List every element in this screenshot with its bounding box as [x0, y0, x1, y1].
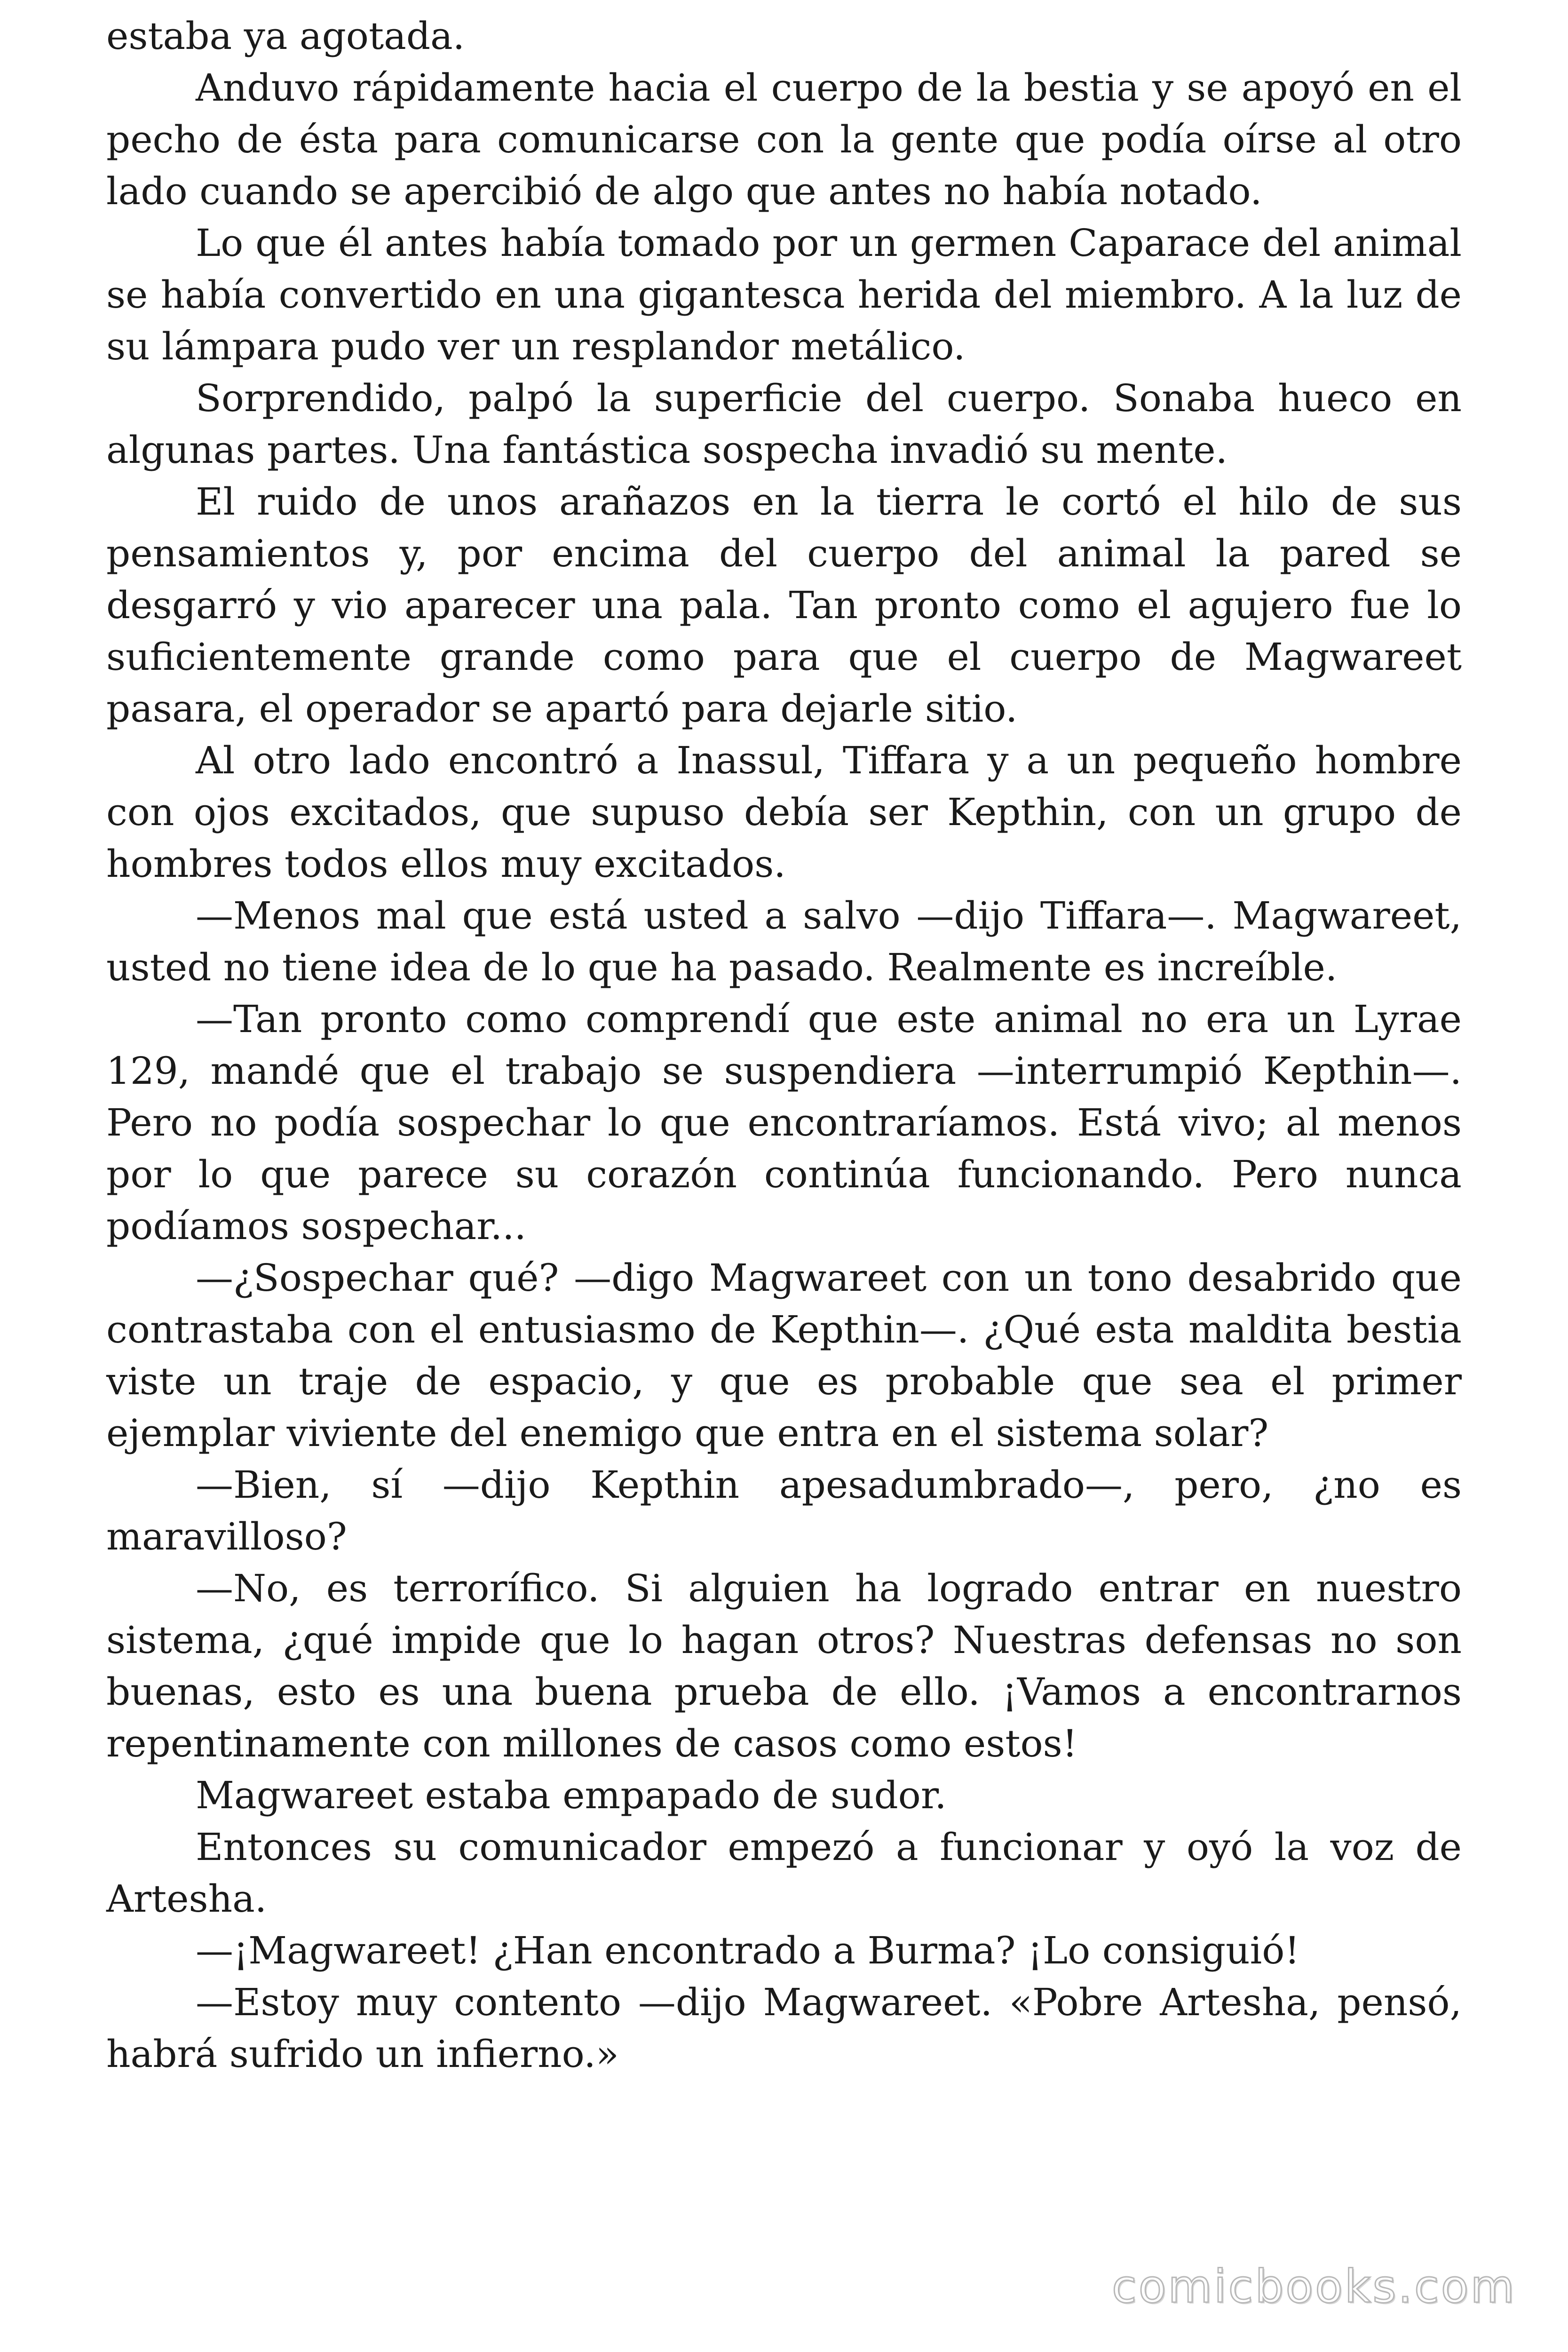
book-page-text — [106, 10, 1462, 2080]
watermark-text: comicbooks.com — [1111, 2260, 1516, 2313]
paragraph-10: —Bien, sí —dijo Kepthin apesadumbrado—, pero, ¿no es maravilloso? — [106, 1463, 1462, 1558]
paragraph-13: Entonces su comunicador empezó a funcionar y oyó la voz de Artesha. — [106, 1825, 1462, 1921]
paragraph-12: Magwareet estaba empapado de sudor. — [196, 1773, 947, 1817]
paragraph-15: —Estoy muy contento —dijo Magwareet. «Pobre Artesha, pensó, habrá sufrido un infierno.» — [106, 1980, 1462, 2076]
paragraph-9: —¿Sospechar qué? —digo Magwareet con un tono desabrido que contrastaba con el entusiasmo de Kepthin—. ¿Qué esta maldita bestia viste un traje de espacio, y que es probable que sea el primer ejemplar viviente del enemigo que entra en el sistema solar? — [106, 1256, 1462, 1455]
paragraph-11: —No, es terrorífico. Si alguien ha logrado entrar en nuestro sistema, ¿qué impide que lo hagan otros? Nuestras defensas no son buenas, esto es una buena prueba de ello. ¡Vamos a encontrarnos repentinamente con millones de casos como estos! — [106, 1566, 1462, 1765]
paragraph-8: —Tan pronto como comprendí que este animal no era un Lyrae 129, mandé que el trabajo se suspendiera —interrumpió Kepthin—. Pero no podía sospechar lo que encontraríamos. Está vivo; al menos por lo que parece su corazón continúa funcionando. Pero nunca podíamos sospechar... — [106, 997, 1462, 1248]
paragraph-7: —Menos mal que está usted a salvo —dijo Tiffara—. Magwareet, usted no tiene idea de lo que ha pasado. Realmente es increíble. — [106, 894, 1462, 989]
paragraph-1: estaba ya agotada. — [106, 14, 465, 58]
paragraph-2: Anduvo rápidamente hacia el cuerpo de la bestia y se apoyó en el pecho de ésta para comunicarse con la gente que podía oírse al otro lado cuando se apercibió de algo que antes no había notado. — [106, 66, 1462, 213]
paragraph-6: Al otro lado encontró a Inassul, Tiffara y a un pequeño hombre con ojos excitados, que supuso debía ser Kepthin, con un grupo de hombres todos ellos muy excitados. — [106, 739, 1462, 886]
paragraph-3: Lo que él antes había tomado por un germen Caparace del animal se había convertido en una gigantesca herida del miembro. A la luz de su lámpara pudo ver un resplandor metálico. — [106, 221, 1462, 368]
paragraph-5: El ruido de unos arañazos en la tierra le cortó el hilo de sus pensamientos y, por encima del cuerpo del animal la pared se desgarró y vio aparecer una pala. Tan pronto como el agujero fue lo suficientemente grande como para que el cuerpo de Magwareet pasara, el operador se apartó para dejarle sitio. — [106, 480, 1462, 731]
paragraph-4: Sorprendido, palpó la superficie del cuerpo. Sonaba hueco en algunas partes. Una fantástica sospecha invadió su mente. — [106, 376, 1462, 472]
paragraph-14: —¡Magwareet! ¿Han encontrado a Burma? ¡Lo consiguió! — [196, 1929, 1300, 1972]
